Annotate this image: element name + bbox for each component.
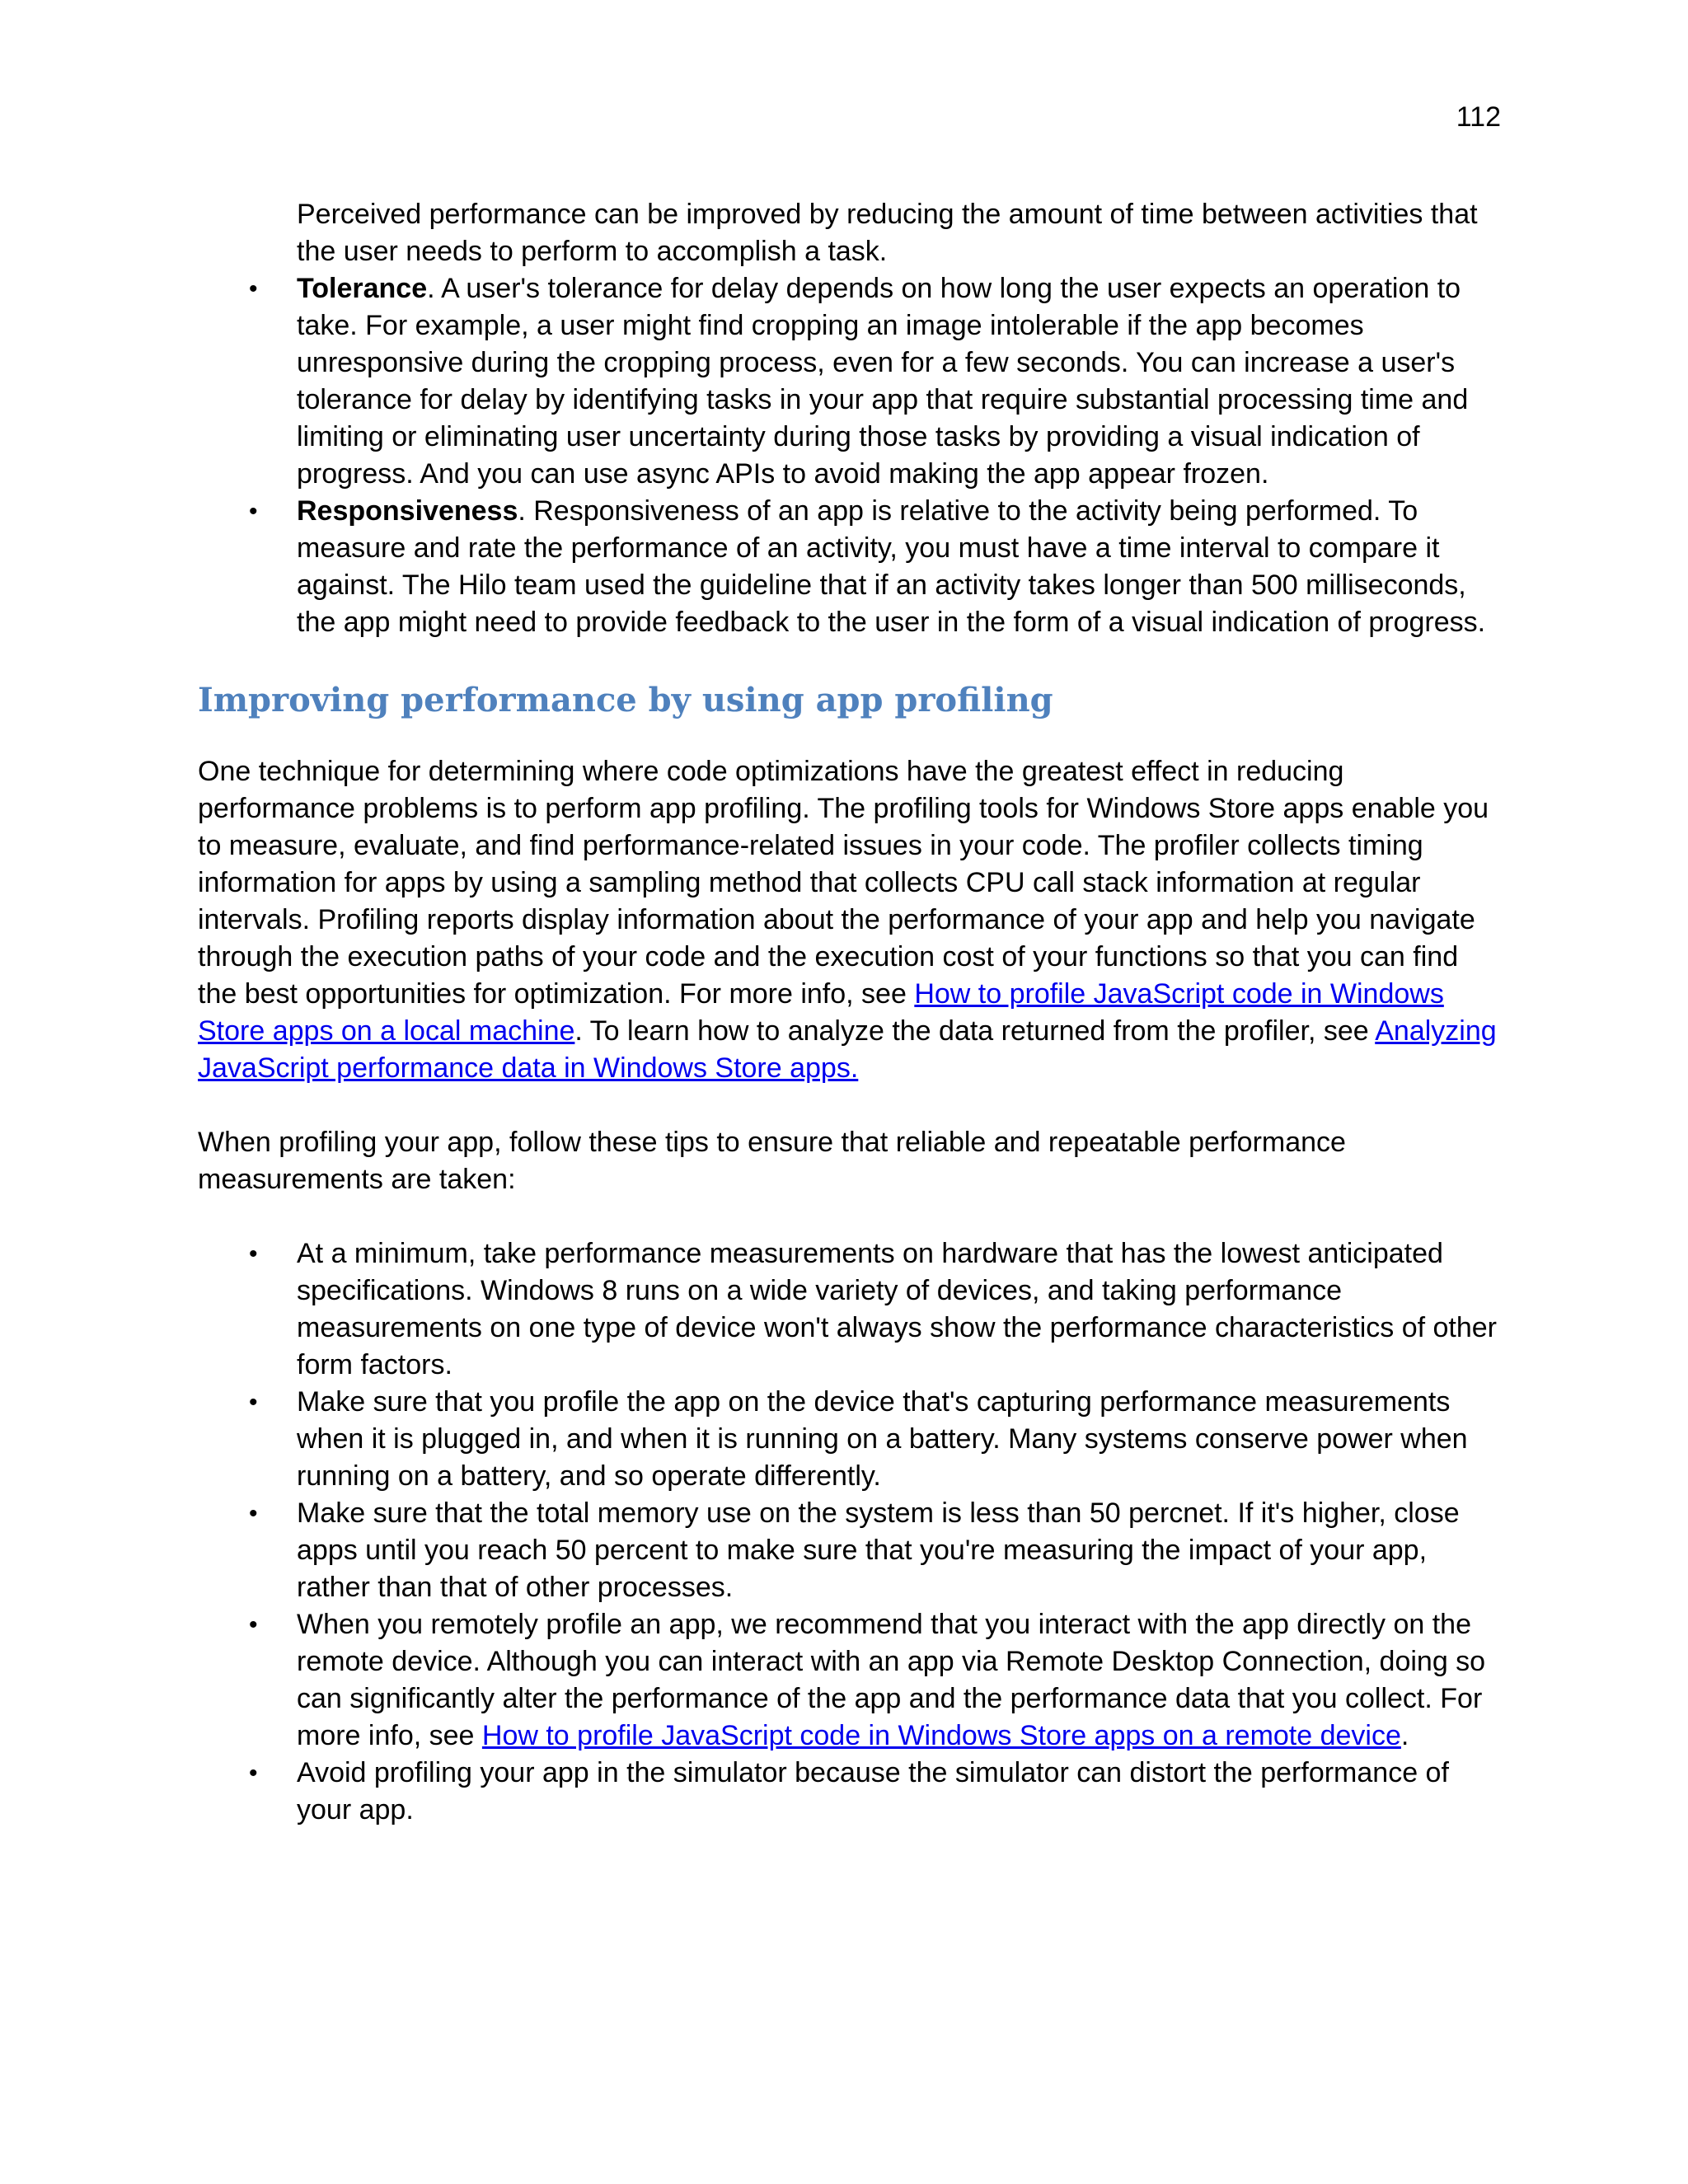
intro-continuation: Perceived performance can be improved by reducing the amount of time between activities that the user needs to perform to accomplish a task. — [297, 199, 1478, 267]
remote-profiling-link[interactable]: How to profile JavaScript code in Windows Store apps on a remote device — [481, 1720, 1401, 1751]
tip-memory-text: Make sure that the total memory use on the system is less than 50 percnet. If it's higher, close apps until you reach 50 percent to make sure that you're measuring the impact of your app, rather than that of other processes. — [297, 1497, 1460, 1603]
list-item-tip-remote — [198, 1606, 1500, 1755]
bullet-icon: • — [249, 1760, 258, 1787]
tolerance-text: . A user's tolerance for delay depends on how long the user expects an operation to take. For example, a user might find cropping an image intolerable if the app becomes unresponsive during the cropping process, even for a few seconds. You can increase a user's tolerance for delay by identifying tasks in your app that require substantial processing time and limiting or eliminating user uncertainty during those tasks by providing a visual indication of progress. And you can use async APIs to avoid making the app appear frozen. — [297, 273, 1469, 490]
list-item-tip-hardware — [198, 1235, 1500, 1384]
paragraph-spacer — [198, 1198, 1500, 1235]
tip-simulator-text: Avoid profiling your app in the simulator because the simulator can distort the performance of your app. — [297, 1757, 1449, 1825]
tip-remote-end: . — [1400, 1720, 1409, 1751]
list-item-tolerance — [198, 270, 1500, 493]
paragraph-spacer — [198, 1087, 1500, 1124]
top-bullet-list — [198, 270, 1500, 641]
responsiveness-text: . Responsiveness of an app is relative to the activity being performed. To measure and rate the performance of an activity, you must have a time interval to compare it against. The Hilo team used the guideline that if an activity takes longer than 500 milliseconds, the app might need to provide feedback to the user in the form of a visual indication of progress. — [297, 495, 1486, 638]
tip-battery-text: Make sure that you profile the app on the device that's capturing performance measurements when it is plugged in, and when it is running on a battery. Many systems conserve power when running on a battery, and so operate differently. — [297, 1386, 1468, 1492]
tips-bullet-list — [198, 1235, 1500, 1829]
profiling-text-1: One technique for determining where code optimizations have the greatest effect in reducing performance problems is to perform app profiling. The profiling tools for Windows Store apps enable you to measure, evaluate, and find performance-related issues in your code. The profiler collects timing information for apps by using a sampling method that collects CPU call stack information at regular intervals. Profiling reports display information about the performance of your app and help you navigate through the execution paths of your code and the execution cost of your functions so that you can find the best opportunities for optimization. For more info, see — [198, 756, 1489, 1010]
bullet-icon: • — [249, 1500, 258, 1527]
list-item-responsiveness — [198, 493, 1500, 641]
local-profiling-link[interactable]: How to profile JavaScript code in Windows Store apps on a local machine — [198, 978, 1444, 1047]
list-item-tip-simulator — [198, 1755, 1500, 1829]
page-number: 112 — [1456, 101, 1501, 133]
tip-remote-text: When you remotely profile an app, we recommend that you interact with the app directly on the remote device. Although you can interact with an app via Remote Desktop Connection, doing so can significantly alter the performance of the app and the performance data that you collect. For more info, see — [297, 1609, 1486, 1751]
profiling-paragraph — [198, 753, 1500, 1087]
bullet-icon: • — [249, 275, 258, 302]
list-item-tip-battery — [198, 1384, 1500, 1495]
bullet-icon: • — [249, 1611, 258, 1638]
term-tolerance: Tolerance — [297, 273, 428, 304]
tips-intro-paragraph: When profiling your app, follow these tips to ensure that reliable and repeatable performance measurements are taken: — [198, 1127, 1346, 1195]
tip-hardware-text: At a minimum, take performance measurements on hardware that has the lowest anticipated specifications. Windows 8 runs on a wide variety of devices, and taking performance measurements on one type of device won't always show the performance characteristics of other form factors. — [297, 1238, 1497, 1380]
bullet-icon: • — [249, 1389, 258, 1416]
term-responsiveness: Responsiveness — [297, 495, 518, 527]
bullet-icon: • — [249, 498, 258, 525]
document-body — [198, 196, 1500, 1829]
analyze-performance-link[interactable]: Analyzing JavaScript performance data in Windows Store apps. — [198, 1015, 1497, 1084]
list-item-tip-memory — [198, 1495, 1500, 1606]
profiling-text-2: . To learn how to analyze the data returned from the profiler, see — [574, 1015, 1376, 1047]
section-heading: Improving performance by using app profiling — [198, 681, 1053, 719]
bullet-icon: • — [249, 1240, 258, 1268]
